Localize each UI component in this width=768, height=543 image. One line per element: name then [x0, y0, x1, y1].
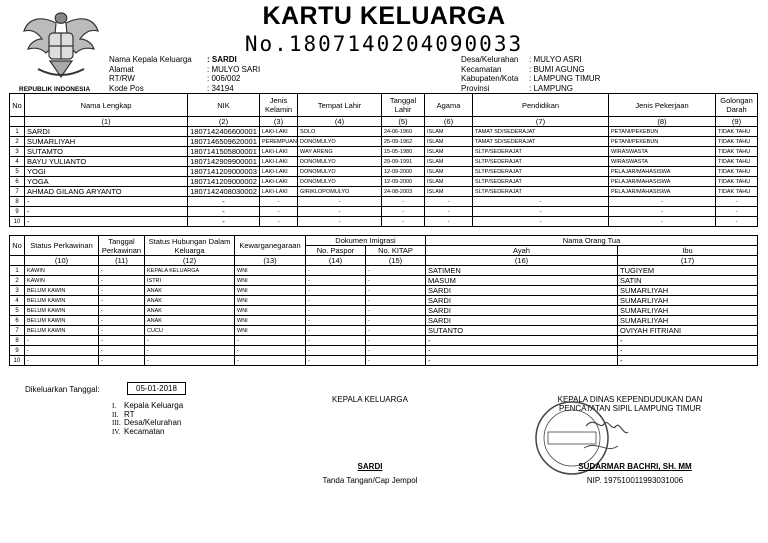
issued-label: Dikeluarkan Tanggal: [25, 385, 100, 394]
cell-paspor: - [306, 336, 366, 346]
cell-nik: 1807142406600001 [188, 127, 260, 137]
cell-row-no: 5 [10, 306, 25, 316]
cell-paspor: - [306, 276, 366, 286]
cell-nama: AHMAD GILANG ARYANTO [25, 187, 188, 197]
cell-row-no: 6 [10, 177, 25, 187]
copy-item: II. RT [112, 409, 135, 419]
cell-kitap: - [366, 276, 426, 286]
cell-pendidikan: - [473, 207, 609, 217]
table-row [10, 326, 758, 336]
cell-golongan-darah: TIDAK TAHU [716, 177, 758, 187]
cell-kitap: - [366, 306, 426, 316]
issued-date: 05-01-2018 [127, 382, 186, 395]
cell-status-hubungan: ANAK [145, 306, 235, 316]
col-code: (12) [145, 256, 235, 266]
cell-row-no: 4 [10, 157, 25, 167]
table-row [10, 356, 758, 366]
cell-ibu: SATIN [618, 276, 758, 286]
col-code: (9) [716, 117, 758, 127]
cell-pendidikan: SLTP/SEDERAJAT [473, 157, 609, 167]
table-row [10, 306, 758, 316]
cell-paspor: - [306, 296, 366, 306]
col-header-tempat-lahir: Tempat Lahir [298, 94, 382, 117]
col-header-paspor: No. Paspor [306, 246, 366, 256]
cell-ayah: SARDI [426, 316, 618, 326]
cell-pekerjaan: PELAJAR/MAHASISWA [609, 167, 716, 177]
cell-row-no: 2 [10, 137, 25, 147]
cell-status-perkawinan: BELUM KAWIN [25, 286, 99, 296]
cell-row-no: 2 [10, 276, 25, 286]
cell-tempat-lahir: - [298, 207, 382, 217]
head-label: Kode Pos [109, 83, 144, 93]
cell-nama: SUTAMTO [25, 147, 188, 157]
cell-nik: 1807141209000003 [188, 167, 260, 177]
col-header-dokumen-imigrasi: Dokumen Imigrasi [306, 236, 426, 246]
cell-nama: SARDI [25, 127, 188, 137]
garuda-emblem-icon [20, 5, 102, 87]
cell-ibu: - [618, 356, 758, 366]
cell-nama: - [25, 217, 188, 227]
cell-nik: - [188, 197, 260, 207]
cell-pendidikan: SLTP/SEDERAJAT [473, 147, 609, 157]
cell-tanggal-lahir: 24-08-2003 [382, 187, 425, 197]
copy-distribution-list [112, 402, 183, 436]
cell-tanggal-perkawinan: - [99, 286, 145, 296]
head-label: Provinsi [461, 83, 490, 93]
col-code: (8) [609, 117, 716, 127]
cell-tanggal-lahir: - [382, 217, 425, 227]
family-status-table [9, 235, 758, 366]
cell-row-no: 3 [10, 286, 25, 296]
col-code: (15) [366, 256, 426, 266]
copy-item: IV. Kecamatan [112, 426, 165, 436]
col-header-status-perkawinan: Status Perkawinan [25, 236, 99, 256]
head-label: Kabupaten/Kota [461, 74, 519, 83]
cell-kitap: - [366, 286, 426, 296]
cell-pendidikan: SLTP/SEDERAJAT [473, 177, 609, 187]
cell-ayah: - [426, 356, 618, 366]
cell-tempat-lahir: GIRIKLOPOMULYO [298, 187, 382, 197]
cell-nik: 1807141505800001 [188, 147, 260, 157]
cell-kewarganegaraan: WNI [235, 296, 306, 306]
cell-kewarganegaraan: WNI [235, 286, 306, 296]
col-code: (1) [25, 117, 188, 127]
cell-golongan-darah: TIDAK TAHU [716, 137, 758, 147]
table-row [10, 207, 758, 217]
cell-pekerjaan: - [609, 207, 716, 217]
cell-golongan-darah: - [716, 207, 758, 217]
cell-row-no: 1 [10, 127, 25, 137]
col-header-ibu: Ibu [618, 246, 758, 256]
head-label: Kecamatan [461, 64, 502, 74]
cell-nama: SUMARLIYAH [25, 137, 188, 147]
cell-golongan-darah: - [716, 217, 758, 227]
cell-nama: YOGI [25, 167, 188, 177]
cell-status-hubungan: - [145, 346, 235, 356]
col-header-pendidikan: Pendidikan [473, 94, 609, 117]
cell-tempat-lahir: DONOMULYO [298, 167, 382, 177]
cell-status-hubungan: KEPALA KELUARGA [145, 266, 235, 276]
cell-row-no: 4 [10, 296, 25, 306]
cell-row-no: 7 [10, 187, 25, 197]
cell-tempat-lahir: SOLO [298, 127, 382, 137]
col-header-nama: Nama Lengkap [25, 94, 188, 117]
cell-ayah: MASUM [426, 276, 618, 286]
cell-pendidikan: TAMAT SD/SEDERAJAT [473, 137, 609, 147]
cell-jenis-kelamin: LAKI-LAKI [260, 177, 298, 187]
cell-pendidikan: TAMAT SD/SEDERAJAT [473, 127, 609, 137]
cell-nik: 1807142909900001 [188, 157, 260, 167]
cell-row-no: 9 [10, 207, 25, 217]
head-value: : 006/002 [207, 74, 241, 83]
col-header-no: No [10, 94, 25, 117]
cell-paspor: - [306, 286, 366, 296]
cell-ayah: SATIMEN [426, 266, 618, 276]
cell-kitap: - [366, 266, 426, 276]
cell-nama: - [25, 197, 188, 207]
cell-ibu: - [618, 346, 758, 356]
cell-tempat-lahir: - [298, 217, 382, 227]
head-value: : LAMPUNG [529, 83, 574, 93]
cell-nama: YOGA [25, 177, 188, 187]
cell-golongan-darah: TIDAK TAHU [716, 187, 758, 197]
col-code: (16) [426, 256, 618, 266]
table-row [10, 127, 758, 137]
official-title-line2: PENCATATAN SIPIL LAMPUNG TIMUR [558, 404, 702, 413]
cell-golongan-darah: TIDAK TAHU [716, 147, 758, 157]
cell-kitap: - [366, 296, 426, 306]
cell-golongan-darah: TIDAK TAHU [716, 127, 758, 137]
cell-pekerjaan: PELAJAR/MAHASISWA [609, 187, 716, 197]
cell-pendidikan: SLTP/SEDERAJAT [473, 167, 609, 177]
cell-jenis-kelamin: LAKI-LAKI [260, 127, 298, 137]
col-header-tanggal-perkawinan: Tanggal Perkawinan [99, 236, 145, 256]
cell-tanggal-lahir: 12-09-2000 [382, 167, 425, 177]
cell-nik: - [188, 217, 260, 227]
head-left-info [109, 55, 260, 93]
cell-tempat-lahir: DONOMULYO [298, 157, 382, 167]
head-value: : MULYO SARI [207, 64, 261, 74]
family-members-table [9, 93, 758, 227]
cell-golongan-darah: TIDAK TAHU [716, 167, 758, 177]
cell-ayah: SARDI [426, 306, 618, 316]
col-code: (6) [425, 117, 473, 127]
cell-jenis-kelamin: - [260, 217, 298, 227]
kepala-keluarga-title: KEPALA KELUARGA [332, 395, 408, 404]
cell-tanggal-perkawinan: - [99, 336, 145, 346]
cell-nik: 1807146509620001 [188, 137, 260, 147]
cell-agama: - [425, 197, 473, 207]
cell-pekerjaan: PETANI/PEKEBUN [609, 137, 716, 147]
cell-pekerjaan: WIRASWASTA [609, 157, 716, 167]
col-header-nama-orang-tua: Nama Orang Tua [426, 236, 758, 246]
cell-tempat-lahir: - [298, 197, 382, 207]
cell-agama: ISLAM [425, 127, 473, 137]
head-label: Nama Kepala Keluarga [109, 55, 192, 64]
table-row [10, 266, 758, 276]
table-row [10, 316, 758, 326]
col-code: (14) [306, 256, 366, 266]
cell-agama: ISLAM [425, 157, 473, 167]
cell-tanggal-perkawinan: - [99, 276, 145, 286]
cell-status-perkawinan: - [25, 356, 99, 366]
cell-agama: - [425, 217, 473, 227]
table-row [10, 286, 758, 296]
table-row [10, 167, 758, 177]
cell-tempat-lahir: WAY ARENG [298, 147, 382, 157]
cell-status-perkawinan: - [25, 336, 99, 346]
cell-jenis-kelamin: PEREMPUAN [260, 137, 298, 147]
cell-tanggal-lahir: 25-09-1962 [382, 137, 425, 147]
cell-tanggal-perkawinan: - [99, 356, 145, 366]
col-code: (11) [99, 256, 145, 266]
table-row [10, 177, 758, 187]
cell-tanggal-lahir: - [382, 207, 425, 217]
cell-kitap: - [366, 346, 426, 356]
cell-row-no: 5 [10, 167, 25, 177]
cell-tempat-lahir: DONOMULYO [298, 137, 382, 147]
col-header-golongan-darah: Golongan Darah [716, 94, 758, 117]
cell-jenis-kelamin: LAKI-LAKI [260, 187, 298, 197]
cell-jenis-kelamin: LAKI-LAKI [260, 157, 298, 167]
head-label: Desa/Kelurahan [461, 55, 519, 64]
cell-nik: - [188, 207, 260, 217]
cell-agama: ISLAM [425, 137, 473, 147]
cell-status-hubungan: ISTRI [145, 276, 235, 286]
table-row [10, 336, 758, 346]
col-header-agama: Agama [425, 94, 473, 117]
cell-kewarganegaraan: WNI [235, 326, 306, 336]
col-code: (7) [473, 117, 609, 127]
official-name: SUDARMAR BACHRI, SH. MM [578, 462, 692, 471]
cell-status-perkawinan: KAWIN [25, 276, 99, 286]
official-nip: NIP. 197510011993031006 [586, 476, 684, 485]
col-code: (10) [25, 256, 99, 266]
cell-ayah: SUTANTO [426, 326, 618, 336]
col-header-ayah: Ayah [426, 246, 618, 256]
cell-status-perkawinan: KAWIN [25, 266, 99, 276]
col-code: (3) [260, 117, 298, 127]
cell-tanggal-perkawinan: - [99, 346, 145, 356]
cell-nama: BAYU YULIANTO [25, 157, 188, 167]
cell-pekerjaan: WIRASWASTA [609, 147, 716, 157]
col-code: (5) [382, 117, 425, 127]
col-header-tanggal-lahir: Tanggal Lahir [382, 94, 425, 117]
cell-status-hubungan: ANAK [145, 316, 235, 326]
col-header-no: No [10, 236, 25, 256]
cell-tanggal-perkawinan: - [99, 296, 145, 306]
col-header-kewarganegaraan: Kewarganegaraan [235, 236, 306, 256]
table-row [10, 157, 758, 167]
cell-tempat-lahir: DONOMULYO [298, 177, 382, 187]
cell-kewarganegaraan: WNI [235, 276, 306, 286]
cell-row-no: 3 [10, 147, 25, 157]
cell-pekerjaan: - [609, 217, 716, 227]
cell-ayah: SARDI [426, 296, 618, 306]
official-title-line1: KEPALA DINAS KEPENDUDUKAN DAN [557, 395, 703, 404]
cell-status-perkawinan: BELUM KAWIN [25, 316, 99, 326]
cell-jenis-kelamin: - [260, 207, 298, 217]
cell-status-hubungan: ANAK [145, 286, 235, 296]
cell-ibu: SUMARLIYAH [618, 316, 758, 326]
cell-status-hubungan: CUCU [145, 326, 235, 336]
head-value: : BUMI AGUNG [529, 64, 585, 74]
cell-tanggal-lahir: 24-06-1960 [382, 127, 425, 137]
cell-kitap: - [366, 316, 426, 326]
head-value: : LAMPUNG TIMUR [529, 74, 601, 83]
cell-jenis-kelamin: LAKI-LAKI [260, 167, 298, 177]
table-row [10, 197, 758, 207]
table-row [10, 217, 758, 227]
cell-row-no: 9 [10, 346, 25, 356]
kepala-keluarga-name: SARDI [357, 462, 383, 471]
cell-paspor: - [306, 316, 366, 326]
cell-status-perkawinan: - [25, 346, 99, 356]
cell-row-no: 8 [10, 197, 25, 207]
head-label: Alamat [109, 64, 134, 74]
cell-tanggal-lahir: - [382, 197, 425, 207]
cell-tanggal-perkawinan: - [99, 266, 145, 276]
cell-status-hubungan: - [145, 336, 235, 346]
cell-tanggal-lahir: 12-09-2000 [382, 177, 425, 187]
head-value: : MULYO ASRI [529, 55, 582, 64]
cell-tanggal-perkawinan: - [99, 306, 145, 316]
col-code: (2) [188, 117, 260, 127]
cell-agama: ISLAM [425, 177, 473, 187]
cell-kewarganegaraan: WNI [235, 316, 306, 326]
col-code: (13) [235, 256, 306, 266]
cell-nama: - [25, 207, 188, 217]
cell-paspor: - [306, 266, 366, 276]
cell-agama: ISLAM [425, 187, 473, 197]
cell-tanggal-lahir: 29-09-1991 [382, 157, 425, 167]
cell-nik: 1807141209000002 [188, 177, 260, 187]
table-row [10, 346, 758, 356]
cell-status-hubungan: ANAK [145, 296, 235, 306]
cell-ibu: OVIYAH FITRIANI [618, 326, 758, 336]
signature-caption: Tanda Tangan/Cap Jempol [322, 476, 418, 485]
cell-golongan-darah: - [716, 197, 758, 207]
col-header-status-hubungan: Status Hubungan Dalam Keluarga [145, 236, 235, 256]
cell-pendidikan: - [473, 217, 609, 227]
cell-ibu: TUGIYEM [618, 266, 758, 276]
cell-kewarganegaraan: WNI [235, 266, 306, 276]
document-title: KARTU KELUARGA [262, 2, 506, 30]
head-right-info [461, 55, 600, 93]
cell-ayah: SARDI [426, 286, 618, 296]
cell-row-no: 7 [10, 326, 25, 336]
cell-tanggal-lahir: 15-05-1980 [382, 147, 425, 157]
cell-status-perkawinan: BELUM KAWIN [25, 306, 99, 316]
cell-ayah: - [426, 346, 618, 356]
cell-ibu: SUMARLIYAH [618, 306, 758, 316]
cell-row-no: 8 [10, 336, 25, 346]
table-row [10, 137, 758, 147]
cell-tanggal-perkawinan: - [99, 326, 145, 336]
cell-paspor: - [306, 346, 366, 356]
cell-paspor: - [306, 326, 366, 336]
cell-kewarganegaraan: - [235, 336, 306, 346]
cell-jenis-kelamin: - [260, 197, 298, 207]
table-row [10, 187, 758, 197]
cell-kitap: - [366, 356, 426, 366]
col-header-nik: NIK [188, 94, 260, 117]
cell-golongan-darah: TIDAK TAHU [716, 157, 758, 167]
cell-paspor: - [306, 356, 366, 366]
head-label: RT/RW [109, 74, 135, 83]
cell-kitap: - [366, 336, 426, 346]
cell-kewarganegaraan: - [235, 356, 306, 366]
cell-jenis-kelamin: LAKI-LAKI [260, 147, 298, 157]
republic-label: REPUBLIK INDONESIA [19, 86, 91, 93]
copy-item: I. Kepala Keluarga [112, 401, 184, 410]
cell-pekerjaan: - [609, 197, 716, 207]
cell-nik: 1807142408030002 [188, 187, 260, 197]
cell-kewarganegaraan: WNI [235, 306, 306, 316]
cell-ayah: - [426, 336, 618, 346]
cell-ibu: SUMARLIYAH [618, 296, 758, 306]
cell-row-no: 10 [10, 356, 25, 366]
col-header-kitap: No. KITAP [366, 246, 426, 256]
cell-pekerjaan: PETANI/PEKEBUN [609, 127, 716, 137]
table-row [10, 147, 758, 157]
col-code: (17) [618, 256, 758, 266]
col-header-pekerjaan: Jenis Pekerjaan [609, 94, 716, 117]
cell-agama: ISLAM [425, 147, 473, 157]
col-code-empty [10, 256, 25, 266]
head-value: : 34194 [207, 83, 234, 93]
cell-paspor: - [306, 306, 366, 316]
cell-row-no: 6 [10, 316, 25, 326]
cell-status-hubungan: - [145, 356, 235, 366]
table-row [10, 296, 758, 306]
cell-tanggal-perkawinan: - [99, 316, 145, 326]
cell-ibu: - [618, 336, 758, 346]
table-row [10, 276, 758, 286]
cell-kitap: - [366, 326, 426, 336]
cell-status-perkawinan: BELUM KAWIN [25, 326, 99, 336]
cell-status-perkawinan: BELUM KAWIN [25, 296, 99, 306]
family-card-number: No.1807140204090033 [244, 32, 524, 56]
col-code: (4) [298, 117, 382, 127]
cell-pendidikan: - [473, 197, 609, 207]
cell-agama: - [425, 207, 473, 217]
col-code-empty [10, 117, 25, 127]
cell-pendidikan: SLTP/SEDERAJAT [473, 187, 609, 197]
cell-kewarganegaraan: - [235, 346, 306, 356]
head-value: : SARDI [207, 55, 237, 64]
cell-ibu: SUMARLIYAH [618, 286, 758, 296]
cell-pekerjaan: PELAJAR/MAHASISWA [609, 177, 716, 187]
cell-agama: ISLAM [425, 167, 473, 177]
cell-row-no: 1 [10, 266, 25, 276]
cell-row-no: 10 [10, 217, 25, 227]
copy-item: III. Desa/Kelurahan [112, 418, 182, 427]
col-header-jenis-kelamin: Jenis Kelamin [260, 94, 298, 117]
